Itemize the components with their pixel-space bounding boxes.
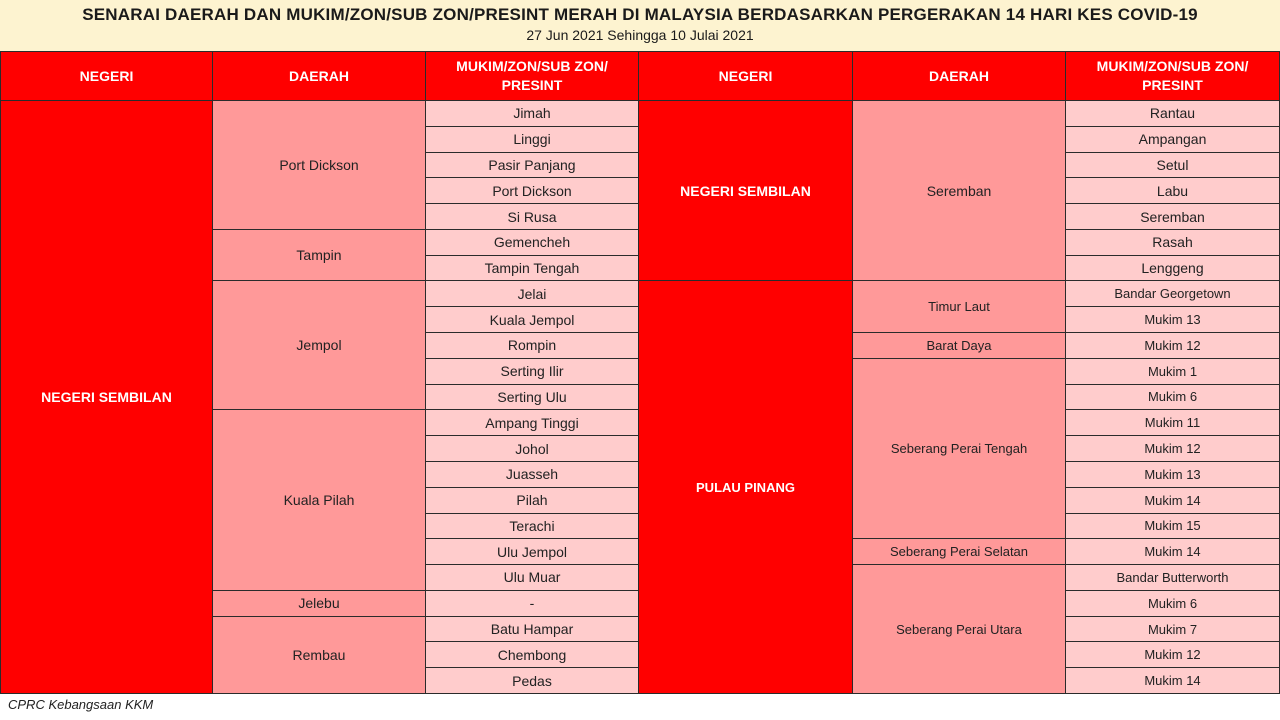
negeri-cell: NEGERI SEMBILAN bbox=[0, 101, 213, 694]
mukim-cell: Serting Ilir bbox=[426, 359, 639, 385]
daerah-cell: Port Dickson bbox=[213, 101, 426, 230]
mukim-cell: Mukim 15 bbox=[1066, 514, 1280, 540]
mukim-cell: Juasseh bbox=[426, 462, 639, 488]
mukim-cell: Bandar Georgetown bbox=[1066, 281, 1280, 307]
header-negeri: NEGERI bbox=[0, 51, 213, 101]
daerah-cell: Jelebu bbox=[213, 591, 426, 617]
daerah-cell: Timur Laut bbox=[853, 281, 1066, 333]
mukim-cell: Linggi bbox=[426, 127, 639, 153]
negeri-cell: NEGERI SEMBILAN bbox=[639, 101, 853, 281]
negeri-cell: PULAU PINANG bbox=[639, 281, 853, 694]
daerah-cell: Seberang Perai Utara bbox=[853, 565, 1066, 694]
daerah-cell: Seberang Perai Selatan bbox=[853, 539, 1066, 565]
mukim-cell: Tampin Tengah bbox=[426, 256, 639, 282]
mukim-cell: Chembong bbox=[426, 642, 639, 668]
mukim-cell: Johol bbox=[426, 436, 639, 462]
daerah-cell: Kuala Pilah bbox=[213, 410, 426, 590]
title-bar bbox=[0, 0, 1280, 52]
mukim-cell: Si Rusa bbox=[426, 204, 639, 230]
daerah-cell: Tampin bbox=[213, 230, 426, 282]
mukim-cell: Batu Hampar bbox=[426, 617, 639, 643]
mukim-cell: Terachi bbox=[426, 514, 639, 540]
mukim-cell: Pasir Panjang bbox=[426, 153, 639, 179]
mukim-cell: Rasah bbox=[1066, 230, 1280, 256]
page-subtitle: 27 Jun 2021 Sehingga 10 Julai 2021 bbox=[526, 27, 754, 43]
mukim-cell: Lenggeng bbox=[1066, 256, 1280, 282]
daerah-cell: Seberang Perai Tengah bbox=[853, 359, 1066, 539]
header-mukim-right: MUKIM/ZON/SUB ZON/ PRESINT bbox=[1066, 51, 1280, 101]
mukim-cell: Mukim 12 bbox=[1066, 436, 1280, 462]
daerah-cell: Barat Daya bbox=[853, 333, 1066, 359]
mukim-cell: Rompin bbox=[426, 333, 639, 359]
header-negeri-right: NEGERI bbox=[639, 51, 853, 101]
mukim-cell: Bandar Butterworth bbox=[1066, 565, 1280, 591]
mukim-cell: Mukim 6 bbox=[1066, 385, 1280, 411]
daerah-cell: Seremban bbox=[853, 101, 1066, 281]
mukim-cell: Seremban bbox=[1066, 204, 1280, 230]
mukim-cell: Mukim 12 bbox=[1066, 333, 1280, 359]
mukim-cell: Ampang Tinggi bbox=[426, 410, 639, 436]
source-footer: CPRC Kebangsaan KKM bbox=[8, 697, 154, 712]
mukim-cell: Mukim 12 bbox=[1066, 642, 1280, 668]
mukim-cell: Mukim 13 bbox=[1066, 307, 1280, 333]
header-mukim: MUKIM/ZON/SUB ZON/ PRESINT bbox=[426, 51, 639, 101]
mukim-cell: Setul bbox=[1066, 153, 1280, 179]
mukim-cell: Mukim 11 bbox=[1066, 410, 1280, 436]
header-daerah: DAERAH bbox=[213, 51, 426, 101]
daerah-cell: Jempol bbox=[213, 281, 426, 410]
mukim-cell: Serting Ulu bbox=[426, 385, 639, 411]
mukim-cell: Mukim 14 bbox=[1066, 539, 1280, 565]
mukim-cell: Labu bbox=[1066, 178, 1280, 204]
mukim-cell: Ulu Muar bbox=[426, 565, 639, 591]
mukim-cell: Port Dickson bbox=[426, 178, 639, 204]
mukim-cell: Mukim 1 bbox=[1066, 359, 1280, 385]
mukim-cell: Pilah bbox=[426, 488, 639, 514]
mukim-cell: Mukim 13 bbox=[1066, 462, 1280, 488]
mukim-cell: Mukim 14 bbox=[1066, 488, 1280, 514]
mukim-cell: Ampangan bbox=[1066, 127, 1280, 153]
mukim-cell: Rantau bbox=[1066, 101, 1280, 127]
red-zone-table bbox=[0, 51, 1280, 694]
mukim-cell: Jimah bbox=[426, 101, 639, 127]
mukim-cell: - bbox=[426, 591, 639, 617]
daerah-cell: Rembau bbox=[213, 617, 426, 694]
page-title: SENARAI DAERAH DAN MUKIM/ZON/SUB ZON/PRESINT MERAH DI MALAYSIA BERDASARKAN PERGERAKAN 14 HARI KES COVID-19 bbox=[82, 5, 1198, 24]
mukim-cell: Gemencheh bbox=[426, 230, 639, 256]
mukim-cell: Mukim 7 bbox=[1066, 617, 1280, 643]
mukim-cell: Jelai bbox=[426, 281, 639, 307]
mukim-cell: Pedas bbox=[426, 668, 639, 694]
mukim-cell: Mukim 14 bbox=[1066, 668, 1280, 694]
mukim-cell: Ulu Jempol bbox=[426, 539, 639, 565]
mukim-cell: Mukim 6 bbox=[1066, 591, 1280, 617]
mukim-cell: Kuala Jempol bbox=[426, 307, 639, 333]
header-daerah-right: DAERAH bbox=[853, 51, 1066, 101]
